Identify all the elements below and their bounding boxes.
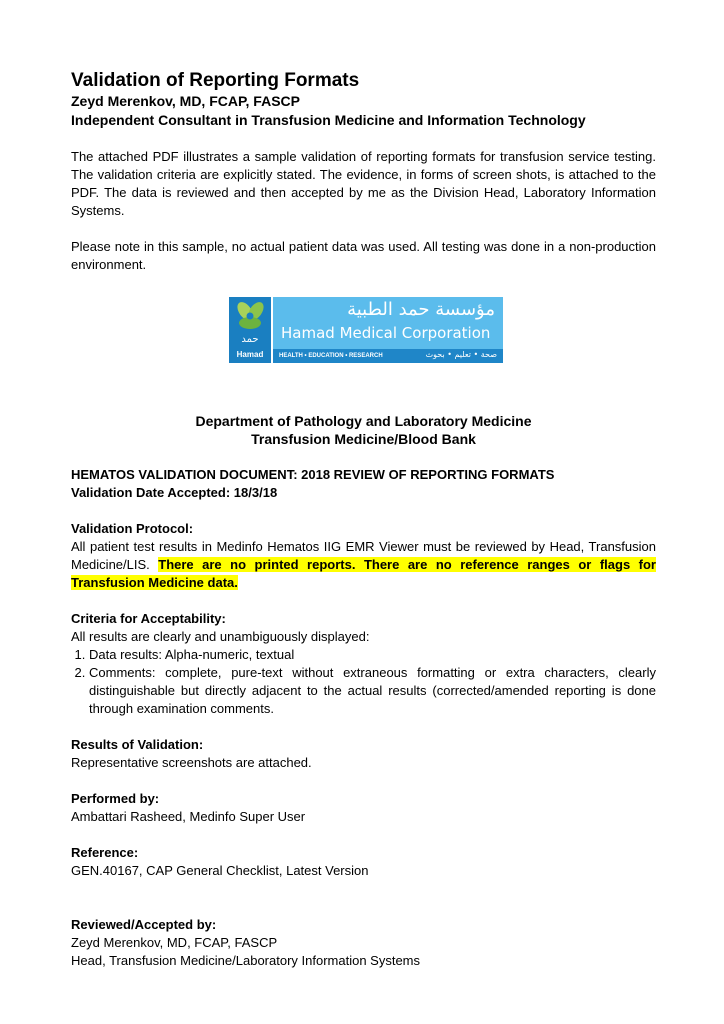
reviewer-name: Zeyd Merenkov, MD, FCAP, FASCP — [71, 935, 278, 950]
logo-tagline: HEALTH • EDUCATION • RESEARCH — [279, 353, 383, 359]
protocol-highlight: There are no printed reports. There are no reference ranges or flags for Transfusion Medicine data. — [71, 557, 656, 590]
department-name: Department of Pathology and Laboratory Medicine — [195, 413, 532, 429]
criteria-heading: Criteria for Acceptability: — [71, 611, 226, 626]
reviewer-role: Head, Transfusion Medicine/Laboratory Information Systems — [71, 953, 421, 968]
reference-text: GEN.40167, CAP General Checklist, Latest Version — [71, 863, 369, 878]
protocol-text — [71, 538, 656, 592]
reviewed-heading: Reviewed/Accepted by: — [71, 917, 217, 932]
logo-tagline-arabic: صحة • تعليم • بحوث — [425, 350, 497, 359]
logo-short-english: Hamad — [236, 350, 264, 359]
reference-heading: Reference: — [71, 845, 139, 860]
author-name: Zeyd Merenkov, MD, FCAP, FASCP — [71, 93, 300, 109]
author-affiliation: Independent Consultant in Transfusion Medicine and Information Technology — [71, 112, 586, 128]
validation-document-heading: HEMATOS VALIDATION DOCUMENT: 2018 REVIEW OF REPORTING FORMATS — [71, 467, 555, 482]
protocol-body: All patient test results in Medinfo Hematos IIG EMR Viewer must be reviewed by Head, Transfusion Medicine/LIS. — [71, 539, 656, 572]
performed-text: Ambattari Rasheed, Medinfo Super User — [71, 809, 306, 824]
document-title: Validation of Reporting Formats — [71, 70, 360, 91]
disclaimer-paragraph: Please note in this sample, no actual patient data was used. All testing was done in a non-production environment. — [71, 239, 656, 272]
hamad-medical-corporation-logo — [229, 297, 503, 363]
criteria-item: 1. Data results: Alpha-numeric, textual — [89, 646, 656, 664]
validation-date-value: 18/3/18 — [233, 485, 278, 500]
criteria-item: 2. Comments: complete, pure-text without extraneous formatting or extra characters, clearly distinguishable but directly adjacent to the actual results (corrected/amended reporting is done through examination comments. — [89, 664, 656, 718]
division-name: Transfusion Medicine/Blood Bank — [251, 431, 476, 447]
logo-emblem — [229, 297, 271, 363]
results-heading: Results of Validation: — [71, 737, 204, 752]
performed-heading: Performed by: — [71, 791, 160, 806]
intro-paragraph: The attached PDF illustrates a sample validation of reporting formats for transfusion service testing. The validation criteria are explicitly stated. The evidence, in forms of screen shots, is attached to the PDF. The data is reviewed and then accepted by me as the Division Head, Laboratory Information Systems. — [71, 149, 656, 218]
protocol-heading: Validation Protocol: — [71, 521, 194, 536]
validation-date — [71, 484, 656, 502]
logo-tagline-strip — [273, 349, 503, 363]
logo-name-block — [273, 297, 503, 349]
criteria-list — [71, 646, 656, 718]
logo-short-arabic: حمد — [241, 334, 259, 345]
logo-arabic-name: مؤسسة حمد الطبية — [347, 299, 495, 320]
results-text: Representative screenshots are attached. — [71, 755, 312, 770]
document-page — [71, 70, 656, 970]
leaves-icon — [234, 300, 266, 332]
logo-english-name: Hamad Medical Corporation — [281, 324, 491, 342]
validation-date-label: Validation Date Accepted: — [71, 485, 231, 500]
criteria-intro: All results are clearly and unambiguously displayed: — [71, 629, 370, 644]
